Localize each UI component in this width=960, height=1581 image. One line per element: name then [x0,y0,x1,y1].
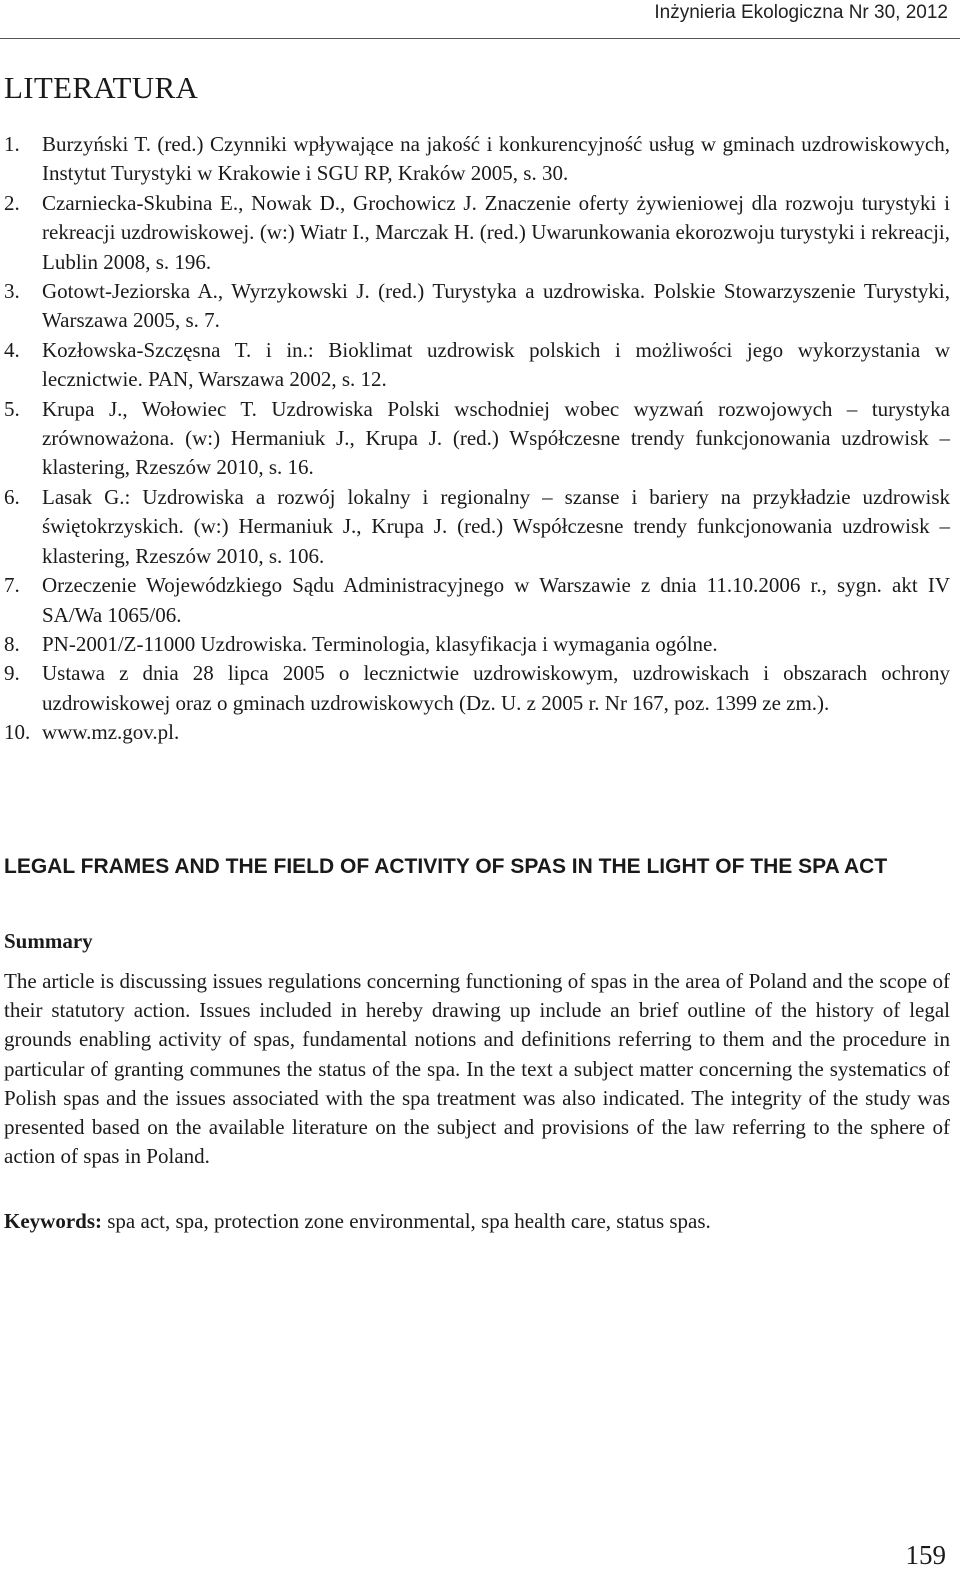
page-number: 159 [905,1540,946,1570]
reference-item [0,395,950,483]
english-article-title: LEGAL FRAMES AND THE FIELD OF ACTIVITY OF SPAS IN THE LIGHT OF THE SPA ACT [4,855,888,878]
reference-number: 8. [4,631,20,656]
reference-number: 10. [4,720,31,745]
summary-text: The article is discussing issues regulations concerning functioning of spas in the area of Poland and the scope of their statutory action. Issues included in hereby drawing up include an brief outline of the history of legal grounds enabling activity of spas, fundamental notions and definitions referring to them and the procedure in particular of granting communes the status of the spa. In the text a subject matter concerning the systematics of Polish spas and the issues associated with the spa treatment was also indicated. The integrity of the study was presented based on the available literature on the subject and provisions of the law referring to the sphere of action of spas in Poland. [4,969,950,1169]
reference-item [0,659,950,718]
reference-text: Czarniecka-Skubina E., Nowak D., Grochowicz J. Znaczenie oferty żywieniowej dla rozwoju turystyki i rekreacji uzdrowiskowej. (w:) Wiatr I., Marczak H. (red.) Uwarunkowania ekorozwoju turystyki i rekreacji, Lublin 2008, s. 196. [42,190,950,274]
literature-heading: LITERATURA [4,70,199,105]
reference-number: 1. [4,132,20,156]
reference-item [0,571,950,630]
reference-item [0,277,950,336]
reference-item [0,718,950,747]
reference-text: Lasak G.: Uzdrowiska a rozwój lokalny i regionalny – szanse i bariery na przykładzie uzdrowisk świętokrzyskich. (w:) Hermaniuk J., Krupa J. (red.) Współczesne trendy funkcjonowania uzdrowisk – klastering, Rzeszów 2010, s. 106. [42,484,950,568]
reference-number: 7. [4,573,20,598]
reference-text: PN-2001/Z-11000 Uzdrowiska. Terminologia, klasyfikacja i wymagania ogólne. [42,631,718,656]
reference-text: Ustawa z dnia 28 lipca 2005 o lecznictwie uzdrowiskowym, uzdrowiskach i obszarach ochrony uzdrowiskowej oraz o gminach uzdrowiskowych (Dz. U. z 2005 r. Nr 167, poz. 1399 ze zm.). [42,661,950,715]
keywords-text: spa act, spa, protection zone environmental, spa health care, status spas. [107,1209,711,1233]
summary-heading: Summary [4,929,93,953]
reference-text: Krupa J., Wołowiec T. Uzdrowiska Polski wschodniej wobec wyzwań rozwojowych – turystyka zrównoważona. (w:) Hermaniuk J., Krupa J. (red.) Współczesne trendy funkcjonowania uzdrowisk – klastering, Rzeszów 2010, s. 16. [42,396,950,480]
reference-item [0,336,950,395]
journal-header: Inżynieria Ekologiczna Nr 30, 2012 [654,2,948,23]
reference-item [0,483,950,571]
reference-number: 4. [4,337,20,362]
reference-item [0,630,950,659]
reference-number: 3. [4,279,20,304]
reference-number: 6. [4,484,20,509]
keywords-label: Keywords: [4,1209,102,1233]
header-divider [0,38,960,39]
reference-number: 5. [4,396,20,421]
reference-number: 9. [4,661,20,686]
keywords-line [4,1207,950,1236]
reference-text: Orzeczenie Wojewódzkiego Sądu Administracyjnego w Warszawie z dnia 11.10.2006 r., sygn. akt IV SA/Wa 1065/06. [42,573,950,627]
reference-list [0,130,950,748]
reference-text: Kozłowska-Szczęsna T. i in.: Bioklimat uzdrowisk polskich i możliwości jego wykorzystania w lecznictwie. PAN, Warszawa 2002, s. 12. [42,337,950,392]
reference-link: www.mz.gov.pl. [42,720,180,745]
reference-item [0,130,950,189]
reference-number: 2. [4,190,20,215]
reference-item [0,189,950,277]
reference-text: Gotowt-Jeziorska A., Wyrzykowski J. (red.) Turystyka a uzdrowiska. Polskie Stowarzyszenie Turystyki, Warszawa 2005, s. 7. [42,279,950,333]
reference-text: Burzyński T. (red.) Czynniki wpływające na jakość i konkurencyjność usług w gminach uzdrowiskowych, Instytut Turystyki w Krakowie i SGU RP, Kraków 2005, s. 30. [42,132,950,186]
